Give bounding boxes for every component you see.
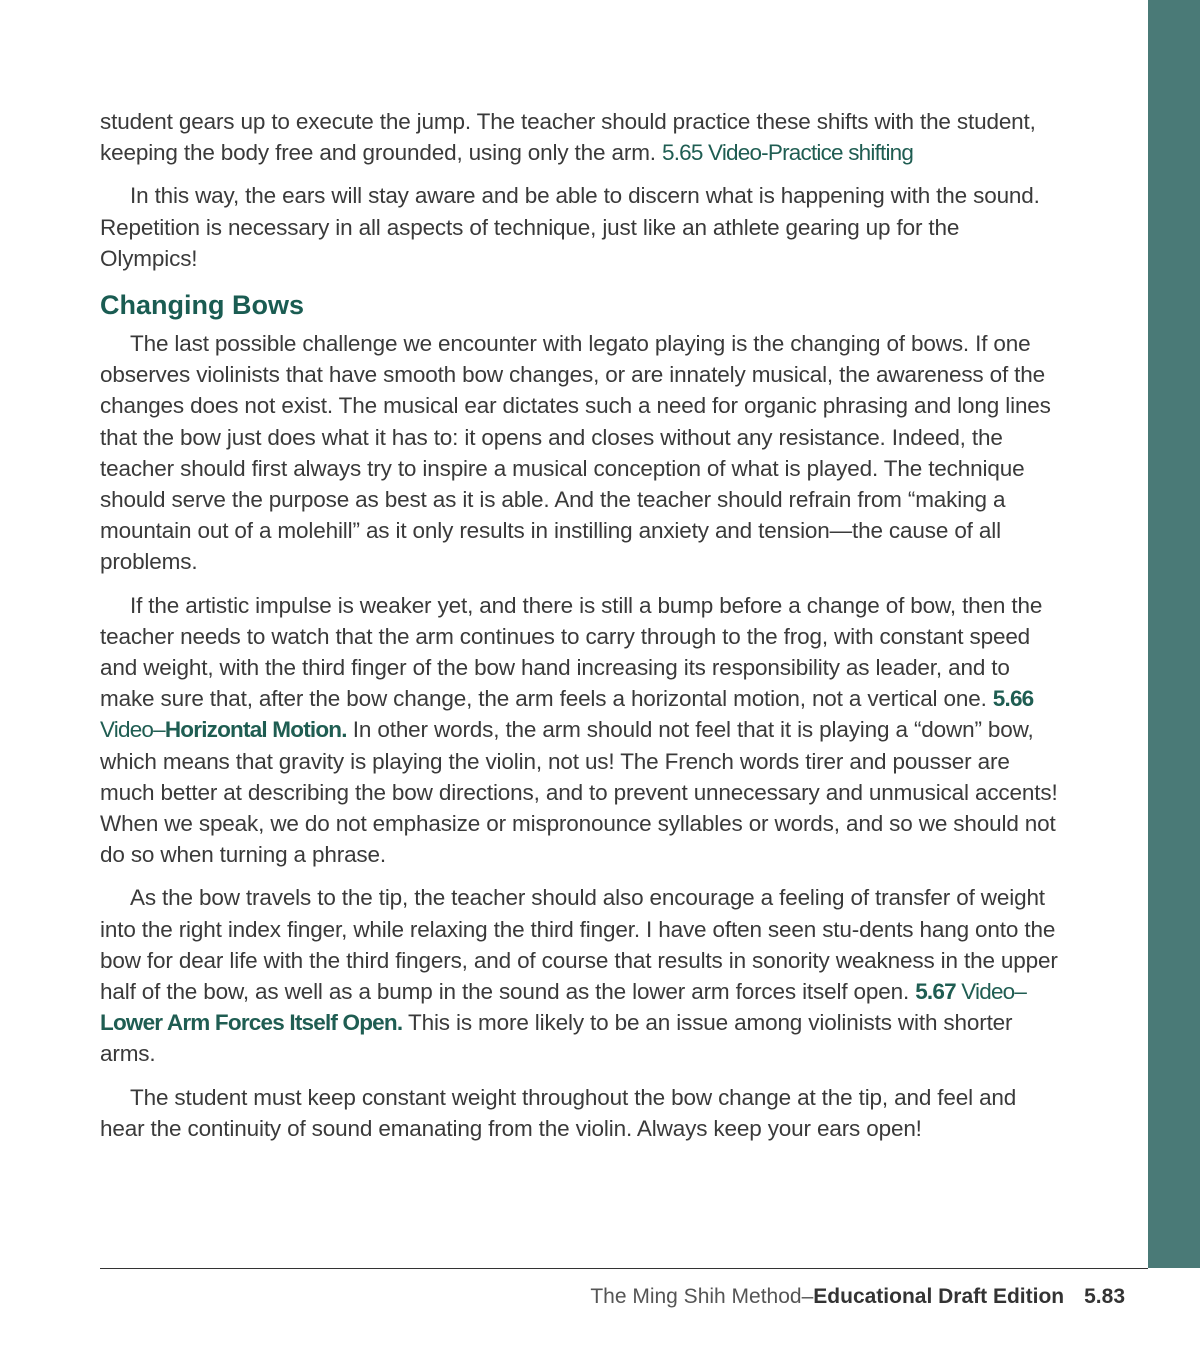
- paragraph-1: student gears up to execute the jump. The teacher should practice these shifts with the student, keeping the body free and grounded, using only the arm. 5.65 Video-Practice shifting: [100, 109, 1036, 166]
- page-body: [100, 106, 1060, 1156]
- paragraph-3: The last possible challenge we encounter with legato playing is the changing of bows. If one observes violinists that have smooth bow changes, or are innately musical, the awareness of the changes does not exist. The musical ear dictates such a need for organic phrasing and long lines that the bow just does what it has to: it opens and closes without any resistance. Indeed, the teacher should first always try to inspire a musical conception of what is played. The technique should serve the purpose as best as it is able. And the teacher should refrain from “making a mountain out of a molehill” as it only results in instilling anxiety and tension—the cause of all problems.: [100, 331, 1051, 575]
- section-heading: Changing Bows: [100, 290, 304, 321]
- paragraph-4: If the artistic impulse is weaker yet, and there is still a bump before a change of bow, then the teacher needs to watch that the arm continues to carry through to the frog, with constant speed and weight, with the third finger of the bow hand increasing its responsibility as leader, and to make sure that, after the bow change, the arm feels a horizontal motion, not a vertical one. 5.66 Video–Horizontal Motion. In other words, the arm should not feel that it is playing a “down” bow, which means that gravity is playing the violin, not us! The French words tirer and pousser are much better at describing the bow directions, and to prevent unnecessary and unmusical accents! When we speak, we do not emphasize or mispronounce syllables or words, and so we should not do so when turning a phrase.: [100, 592, 1058, 868]
- page-footer: [590, 1282, 1125, 1312]
- video-link-5-67[interactable]: 5.67 Video–Lower Arm Forces Itself Open.: [100, 979, 1027, 1036]
- video-link-5-66[interactable]: 5.66 Video–Horizontal Motion.: [100, 686, 1034, 743]
- footer-divider: [100, 1268, 1148, 1269]
- video-link-5-65[interactable]: 5.65 Video-Practice shifting: [662, 140, 914, 166]
- book-title: The Ming Shih Method–: [590, 1285, 814, 1308]
- paragraph-5: As the bow travels to the tip, the teacher should also encourage a feeling of transfer of weight into the right index finger, while relaxing the third finger. I have often seen stu-dents hang onto the bow for dear life with the third fingers, and of course that results in sonority weakness in the upper half of the bow, as well as a bump in the sound as the lower arm forces itself open. 5.67 Video–Lower Arm Forces Itself Open. This is more likely to be an issue among violinists with shorter arms.: [100, 885, 1058, 1067]
- edition-label: Educational Draft Edition: [813, 1285, 1065, 1308]
- paragraph-2: In this way, the ears will stay aware and be able to discern what is happening with the sound. Repetition is necessary in all aspects of technique, just like an athlete gearing up for the Olympics!: [100, 183, 1040, 271]
- paragraph-6: The student must keep constant weight throughout the bow change at the tip, and feel and hear the continuity of sound emanating from the violin. Always keep your ears open!: [100, 1084, 1017, 1141]
- page-number: 5.83: [1084, 1285, 1125, 1308]
- side-color-band: [1148, 0, 1200, 1268]
